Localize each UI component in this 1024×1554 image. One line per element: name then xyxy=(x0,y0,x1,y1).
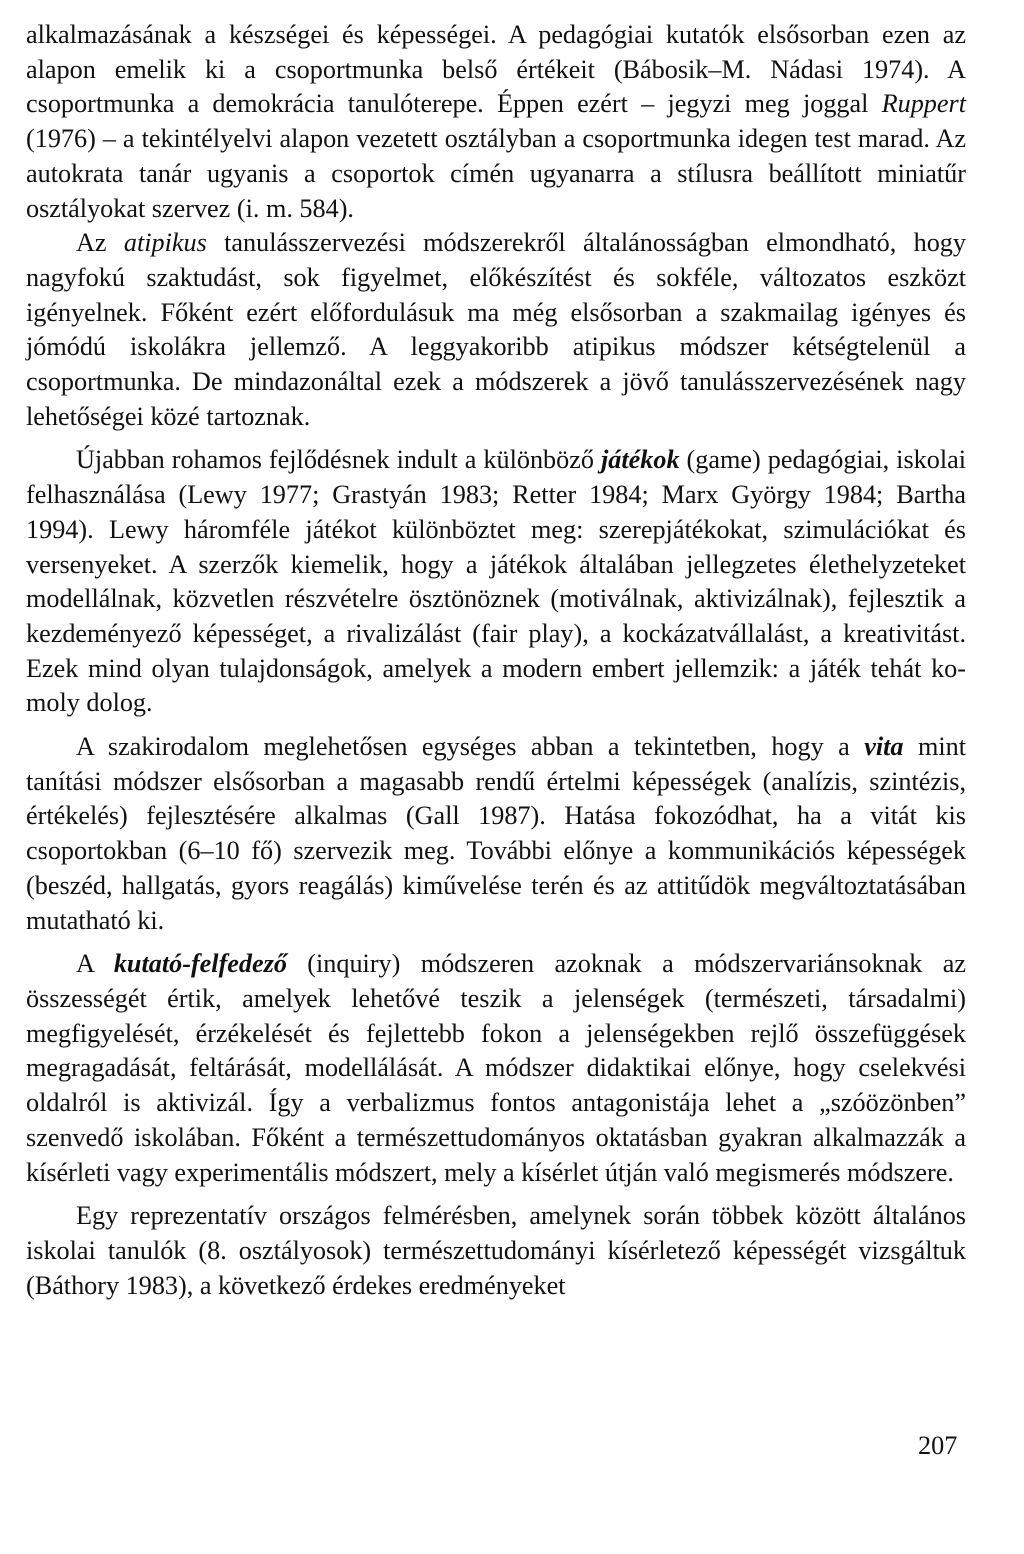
text-segment: Egy reprezentatív országos felmérésben, amelynek során többek között általános iskolai tanulók (8. osztályosok) természettudományi kísérletező képességét vizsgáltuk (Báthory 1983), a következő érdekes eredményeket xyxy=(26,1201,966,1300)
paragraph-debate xyxy=(26,730,966,938)
term-jatekok: játékok xyxy=(600,445,680,475)
paragraph-cooperative-work xyxy=(26,18,966,226)
paragraph-inquiry xyxy=(26,947,966,1190)
text-segment: (1976) – a tekintélyelvi alapon vezetett osztályban a csoportmunka idegen test marad. Az autokrata tanár ugyanis a csoportok címén ugyanarra a stílusra beállított miniatűr osztályokat szervez (i. m. 584). xyxy=(26,124,966,223)
paragraph-atypical-methods xyxy=(26,226,966,434)
text-segment: tanulásszervezési módszerekről általánosságban elmondható, hogy nagyfokú szaktudást, sok figyelmet, előkészítést és sokféle, változatos eszközt igényelnek. Főként ezért előfordulásuk ma még elsősorban a szakmailag igényes és jómódú iskolákra jellemző. A leggyakoribb atipikus módszer kétségtelenül a csoportmunka. De mindazonáltal ezek a módszerek a jövő tanulásszervezésének nagy lehetőségei közé tartoznak. xyxy=(26,228,966,431)
paragraph-survey xyxy=(26,1199,966,1303)
text-segment: mint tanítási módszer elsősorban a magasabb rendű értelmi képességek (analízis, szintézis, értékelés) fejlesztésére alkalmas (Gall 1987). Hatása fokozódhat, ha a vitát kis csoportokban (6–10 fő) szervezik meg. További előnye a kommunikációs képességek (beszéd, hallgatás, gyors reagálás) kiművelése terén és az attitűdök megváltoztatásában mutatható ki. xyxy=(26,732,967,935)
text-segment: (inquiry) módszeren azoknak a módszervariánsoknak az összességét értik, amelyek lehetővé teszik a jelenségek (természeti, társadalmi) megfigyelését, érzékelését és fejlettebb fokon a jelenségekben rejlő összefüggések megragadását, feltárását, modellálását. A módszer didaktikai előnye, hogy cselekvési oldalról is aktivizál. Így a verbalizmus fontos antagonistája lehet a „szóözönben” szenvedő iskolában. Főként a természettudományos oktatásban gyakran alkalmazzák a kísérleti vagy experimentális módszert, mely a kísérlet útján való megismerés módszere. xyxy=(26,949,966,1187)
term-atipikus: atipikus xyxy=(123,228,207,258)
page-number: 207 xyxy=(918,1431,958,1460)
paragraph-games xyxy=(26,443,966,721)
text-segment: alkalmazásának a készségei és képességei. A pedagógiai kutatók elsősorban ezen az alapon emelik ki a csoportmunka belső értékeit (Bábosik–M. Nádasi 1974). A csoportmunka a demokrácia tanulóterepe. Éppen ezért – jegyzi meg joggal xyxy=(26,20,966,119)
text-segment: (game) pedagógiai, iskolai felhasználása (Lewy 1977; Grastyán 1983; Retter 1984; Marx György 1984; Bartha 1994). Lewy háromféle játékot különböztet meg: szerepjátékokat, szimulációkat és versenyeket. A szerzők kiemelik, hogy a játékok általában jellegzetes élethelyzeteket modellálnak, közvetlen részvételre ösztönöznek (motiválnak, aktivizálnak), fejlesztik a kezdeményező képességet, a rivalizálást (fair play), a kockázatvállalást, a kreativitást. Ezek mind olyan tulajdonságok, amelyek a modern embert jellemzik: a játék tehát komoly dolog. xyxy=(26,445,967,718)
text-segment: Az xyxy=(76,228,124,258)
text-body xyxy=(26,18,966,1303)
text-segment: Újabban rohamos fejlődésnek indult a különböző xyxy=(76,445,601,475)
author-name-ruppert: Ruppert xyxy=(881,89,966,119)
term-vita: vita xyxy=(864,732,904,762)
term-kutato-felfedezo: kutató-felfedező xyxy=(113,949,287,979)
text-segment: A xyxy=(76,949,114,979)
text-segment: A szakirodalom meglehetősen egységes abban a tekintetben, hogy a xyxy=(76,732,865,762)
